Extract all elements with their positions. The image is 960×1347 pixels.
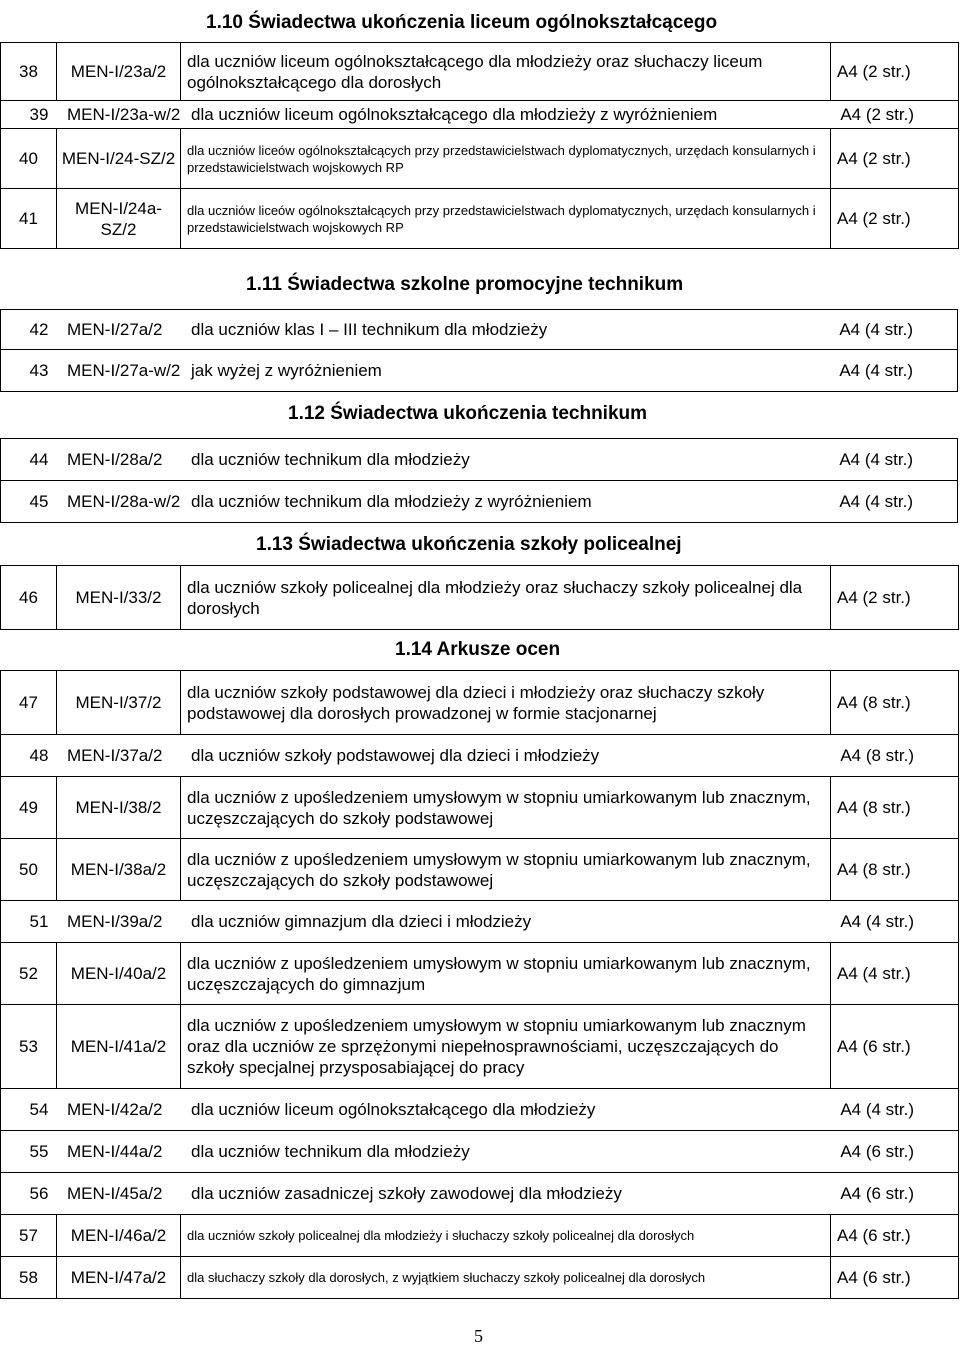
form-description: dla uczniów szkoły podstawowej dla dzieci i młodzieży (191, 746, 600, 765)
table-1-11 (0, 309, 958, 392)
row-number: 49 (1, 777, 57, 839)
form-format: A4 (4 str.) (840, 1100, 914, 1119)
row-full-width (1, 481, 958, 523)
table-row (1, 189, 959, 249)
table-row (1, 1215, 959, 1257)
form-format: A4 (6 str.) (840, 1142, 914, 1161)
row-number: 39 (29, 105, 49, 124)
row-number: 42 (29, 320, 49, 339)
row-number: 57 (1, 1215, 57, 1257)
row-full-width (1, 439, 958, 481)
form-format: A4 (2 str.) (831, 129, 959, 189)
form-code: MEN-I/45a/2 (67, 1184, 163, 1203)
table-row (1, 310, 958, 350)
section-heading-1-14: 1.14 Arkusze ocen (395, 639, 561, 660)
table-row (1, 129, 959, 189)
form-format: A4 (6 str.) (831, 1257, 959, 1299)
table-row (1, 439, 958, 481)
form-format: A4 (8 str.) (831, 671, 959, 735)
form-format: A4 (4 str.) (839, 492, 913, 511)
section-heading-1-10: 1.10 Świadectwa ukończenia liceum ogólnokształcącego (206, 12, 718, 33)
form-code: MEN-I/23a/2 (57, 43, 181, 101)
form-code: MEN-I/24-SZ/2 (57, 129, 181, 189)
form-description: dla uczniów gimnazjum dla dzieci i młodzieży (191, 912, 532, 931)
table-row (1, 1005, 959, 1089)
row-number: 38 (1, 43, 57, 101)
form-description: dla uczniów szkoły policealnej dla młodzieży oraz słuchaczy szkoły policealnej dla dorosłych (181, 566, 831, 630)
form-description: dla uczniów z upośledzeniem umysłowym w stopniu umiarkowanym lub znacznym, uczęszczających do gimnazjum (181, 943, 831, 1005)
form-description: dla słuchaczy szkoły dla dorosłych, z wyjątkiem słuchaczy szkoły policealnej dla dorosłych (181, 1257, 831, 1299)
table-1-12 (0, 438, 958, 523)
form-code: MEN-I/47a/2 (57, 1257, 181, 1299)
form-code: MEN-I/42a/2 (67, 1100, 163, 1119)
form-code: MEN-I/33/2 (57, 566, 181, 630)
form-description: dla uczniów z upośledzeniem umysłowym w stopniu umiarkowanym lub znacznym, uczęszczających do szkoły podstawowej (181, 839, 831, 901)
form-code: MEN-I/37/2 (57, 671, 181, 735)
row-number: 52 (1, 943, 57, 1005)
table-row (1, 1089, 959, 1131)
form-description: dla uczniów szkoły podstawowej dla dzieci i młodzieży oraz słuchaczy szkoły podstawowej dla dorosłych prowadzonej w formie stacjonarnej (181, 671, 831, 735)
table-row (1, 735, 959, 777)
form-description: dla uczniów klas I – III technikum dla młodzieży (191, 320, 548, 339)
row-number: 50 (1, 839, 57, 901)
row-full-width (1, 310, 958, 350)
form-description: dla uczniów technikum dla młodzieży (191, 450, 470, 469)
form-code: MEN-I/28a/2 (67, 450, 163, 469)
form-description: dla uczniów liceum ogólnokształcącego dla młodzieży oraz słuchaczy liceum ogólnokształcącego dla dorosłych (181, 43, 831, 101)
form-description: dla uczniów technikum dla młodzieży (191, 1142, 470, 1161)
form-code: MEN-I/41a/2 (57, 1005, 181, 1089)
table-row (1, 839, 959, 901)
form-format: A4 (4 str.) (839, 361, 913, 380)
form-code: MEN-I/27a-w/2 (67, 361, 181, 380)
form-format: A4 (4 str.) (839, 320, 913, 339)
row-number: 43 (29, 361, 49, 380)
row-full-width (1, 1089, 959, 1131)
form-format: A4 (2 str.) (831, 189, 959, 249)
form-description: dla uczniów zasadniczej szkoły zawodowej dla młodzieży (191, 1184, 622, 1203)
table-row (1, 350, 958, 392)
row-number: 56 (29, 1184, 49, 1203)
table-1-14 (0, 670, 959, 1299)
form-format: A4 (2 str.) (831, 566, 959, 630)
form-format: A4 (6 str.) (831, 1215, 959, 1257)
form-description: dla uczniów szkoły policealnej dla młodzieży i słuchaczy szkoły policealnej dla dorosłych (181, 1215, 831, 1257)
form-format: A4 (8 str.) (831, 839, 959, 901)
table-row (1, 43, 959, 101)
form-format: A4 (4 str.) (831, 943, 959, 1005)
table-row (1, 481, 958, 523)
form-description: dla uczniów technikum dla młodzieży z wyróżnieniem (191, 492, 592, 511)
table-row (1, 1257, 959, 1299)
form-format: A4 (6 str.) (831, 1005, 959, 1089)
form-code: MEN-I/38/2 (57, 777, 181, 839)
form-code: MEN-I/27a/2 (67, 320, 163, 339)
row-number: 48 (29, 746, 49, 765)
row-full-width (1, 1131, 959, 1173)
row-full-width (1, 735, 959, 777)
table-row (1, 101, 959, 129)
form-description: dla uczniów liceów ogólnokształcących przy przedstawicielstwach dyplomatycznych, urzędach konsularnych i przedstawicielstwach wojskowych RP (181, 129, 831, 189)
form-format: A4 (2 str.) (840, 105, 914, 124)
row-number: 58 (1, 1257, 57, 1299)
form-format: A4 (4 str.) (839, 450, 913, 469)
form-description: dla uczniów z upośledzeniem umysłowym w stopniu umiarkowanym lub znacznym oraz dla uczniów ze sprzężonymi niepełnosprawnościami, uczęszczających do szkoły specjalnej przysposabiającej do pracy (181, 1005, 831, 1089)
row-full-width (1, 901, 959, 943)
form-code: MEN-I/38a/2 (57, 839, 181, 901)
row-number: 45 (29, 492, 49, 511)
form-format: A4 (8 str.) (831, 777, 959, 839)
table-row (1, 1173, 959, 1215)
form-code: MEN-I/46a/2 (57, 1215, 181, 1257)
form-code: MEN-I/28a-w/2 (67, 492, 181, 511)
page-number: 5 (474, 1326, 483, 1346)
form-description: jak wyżej z wyróżnieniem (191, 361, 382, 380)
row-number: 55 (29, 1142, 49, 1161)
section-heading-1-11: 1.11 Świadectwa szkolne promocyjne technikum (246, 274, 684, 295)
table-row (1, 671, 959, 735)
section-heading-1-12: 1.12 Świadectwa ukończenia technikum (288, 403, 648, 424)
table-1-10 (0, 42, 959, 249)
form-code: MEN-I/37a/2 (67, 746, 163, 765)
table-row (1, 901, 959, 943)
row-number: 40 (1, 129, 57, 189)
form-format: A4 (4 str.) (840, 912, 914, 931)
form-format: A4 (6 str.) (840, 1184, 914, 1203)
form-code: MEN-I/40a/2 (57, 943, 181, 1005)
form-format: A4 (2 str.) (831, 43, 959, 101)
row-full-width (1, 101, 959, 129)
row-number: 44 (29, 450, 49, 469)
table-row (1, 1131, 959, 1173)
form-code: MEN-I/24a-SZ/2 (57, 189, 181, 249)
table-row (1, 943, 959, 1005)
section-heading-1-13: 1.13 Świadectwa ukończenia szkoły policealnej (256, 534, 682, 555)
form-format: A4 (8 str.) (840, 746, 914, 765)
row-full-width (1, 1173, 959, 1215)
form-description: dla uczniów liceum ogólnokształcącego dla młodzieży (191, 1100, 596, 1119)
row-number: 54 (29, 1100, 49, 1119)
table-row (1, 566, 959, 630)
form-description: dla uczniów z upośledzeniem umysłowym w stopniu umiarkowanym lub znacznym, uczęszczających do szkoły podstawowej (181, 777, 831, 839)
form-code: MEN-I/23a-w/2 (67, 105, 181, 124)
row-number: 51 (29, 912, 49, 931)
form-description: dla uczniów liceów ogólnokształcących przy przedstawicielstwach dyplomatycznych, urzędach konsularnych i przedstawicielstwach wojskowych RP (181, 189, 831, 249)
row-number: 41 (1, 189, 57, 249)
row-number: 47 (1, 671, 57, 735)
table-1-13 (0, 565, 959, 630)
form-description: dla uczniów liceum ogólnokształcącego dla młodzieży z wyróżnieniem (191, 105, 718, 124)
row-number: 46 (1, 566, 57, 630)
form-code: MEN-I/44a/2 (67, 1142, 163, 1161)
row-number: 53 (1, 1005, 57, 1089)
form-code: MEN-I/39a/2 (67, 912, 163, 931)
table-row (1, 777, 959, 839)
row-full-width (1, 350, 958, 392)
